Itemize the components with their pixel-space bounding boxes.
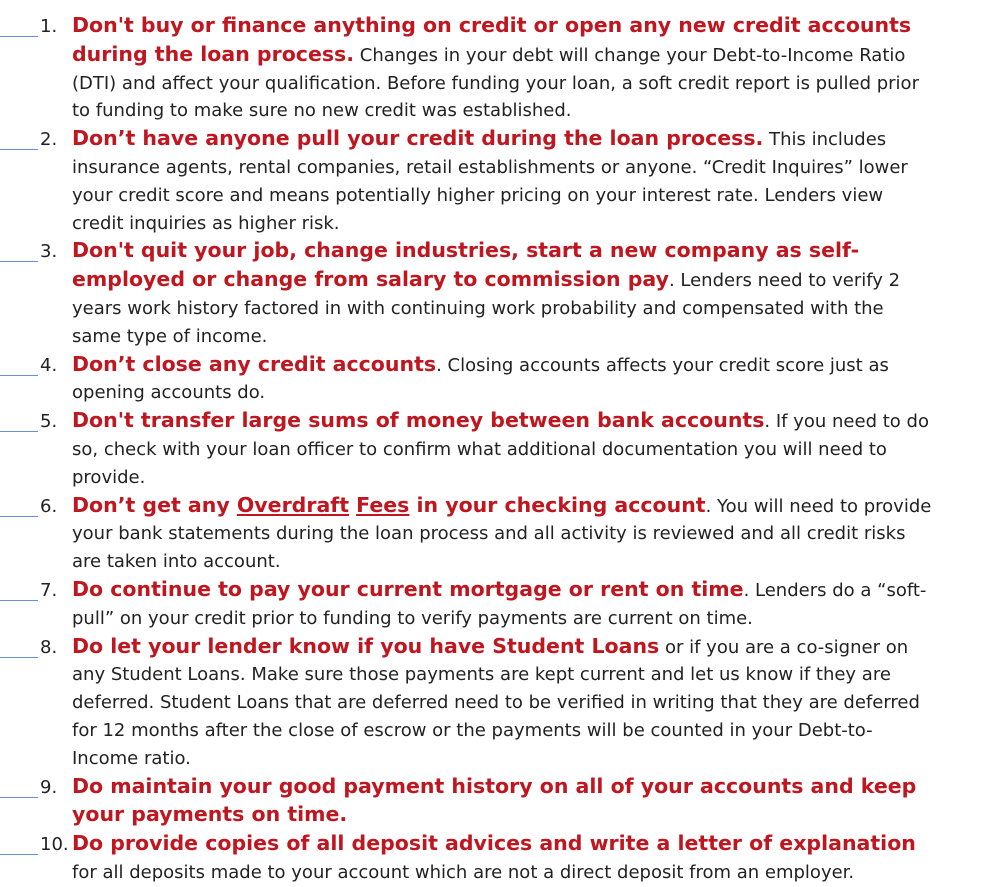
item-number: 6.: [40, 495, 58, 517]
list-item: [0, 237, 992, 350]
blank-line: [0, 431, 38, 432]
item-text: [72, 351, 932, 408]
item-number: 5.: [40, 411, 58, 433]
list-item: [0, 492, 992, 576]
item-heading: Do provide copies of all deposit advices and write a letter of explanation: [72, 831, 916, 856]
item-body: Changes in your debt will change your Debt-to-Income Ratio (DTI) and affect your qualification. Before funding your loan, a soft credit report is pulled prior to funding to make sure no new credit was established.: [72, 44, 919, 122]
blank-line: [0, 657, 38, 658]
item-text: [72, 633, 932, 773]
list-item: [0, 576, 992, 633]
item-text: [72, 830, 932, 887]
blank-line: [0, 149, 38, 150]
blank-line: [0, 516, 38, 517]
blank-line: [0, 600, 38, 601]
item-number: 7.: [40, 579, 58, 601]
item-number: 1.: [40, 16, 58, 37]
item-heading: Don’t close any credit accounts: [72, 351, 437, 376]
item-body: . Lenders need to verify 2 years work history factored in with continuing work probability and compensated with the same type of income.: [72, 270, 901, 347]
item-number: 2.: [40, 129, 58, 151]
overdraft-link: Overdraft: [236, 492, 350, 517]
list-item: [0, 407, 992, 491]
item-body: . Closing accounts affects your credit score just as opening accounts do.: [72, 354, 889, 404]
item-text: [72, 576, 932, 633]
item-heading: Do maintain your good payment history on all of your accounts and keep your payments on time.: [72, 773, 917, 827]
item-text: [72, 237, 932, 350]
blank-line: [0, 36, 38, 37]
item-number: 3.: [40, 241, 58, 263]
item-heading: Do continue to pay your current mortgage or rent on time: [72, 576, 744, 601]
item-heading: Don't transfer large sums of money between bank accounts: [72, 408, 765, 433]
item-heading: Don't buy or finance anything on credit or open any new credit accounts during the loan process.: [72, 13, 912, 66]
item-body: . If you need to do so, check with your loan officer to confirm what additional documentation you will need to provide.: [72, 411, 929, 488]
blank-line: [0, 797, 38, 798]
list-item: [0, 351, 992, 408]
item-body: for all deposits made to your account which are not a direct deposit from an employer.: [72, 861, 855, 883]
list-item: [0, 830, 992, 887]
item-text: [72, 125, 932, 237]
item-heading: [72, 493, 706, 517]
fees-link: Fees: [356, 492, 410, 517]
item-heading-pre: Don’t get any: [72, 492, 237, 517]
checklist: [0, 12, 992, 887]
item-heading: Do let your lender know if you have Student Loans: [72, 633, 660, 658]
item-number: 4.: [40, 354, 58, 376]
item-text: [72, 773, 932, 831]
item-heading: Don't quit your job, change industries, start a new company as self-employed or change from salary to commission pay: [72, 238, 860, 292]
item-text: [72, 12, 932, 125]
list-item: [0, 12, 992, 125]
item-text: [72, 492, 932, 576]
item-body: or if you are a co-signer on any Student Loans. Make sure those payments are kept current and let us know if they are deferred. Student Loans that are deferred need to be verified in writing that they are deferred for 12 months after the close of escrow or the payments will be counted in your Debt-to-Income ratio.: [72, 636, 920, 769]
item-number: 9.: [40, 776, 58, 798]
item-number: 8.: [40, 636, 58, 658]
item-text: [72, 407, 932, 491]
blank-line: [0, 261, 38, 262]
list-item: [0, 633, 992, 773]
item-heading: Don’t have anyone pull your credit during the loan process.: [72, 126, 764, 151]
item-heading-post: in your checking account: [409, 492, 706, 517]
list-item: [0, 773, 992, 831]
list-item: [0, 125, 992, 237]
item-body: This includes insurance agents, rental companies, retail establishments or anyone. “Credit Inquires” lower your credit score and means potentially higher pricing on your interest rate. Lenders view credit inquiries as higher risk.: [72, 129, 908, 234]
blank-line: [0, 375, 38, 376]
item-body: . Lenders do a “soft-pull” on your credit prior to funding to verify payments are current on time.: [72, 579, 927, 629]
item-body: . You will need to provide your bank statements during the loan process and all activity is reviewed and all credit risks are taken into account.: [72, 495, 932, 573]
blank-line: [0, 854, 38, 855]
item-number: 10.: [40, 834, 69, 856]
